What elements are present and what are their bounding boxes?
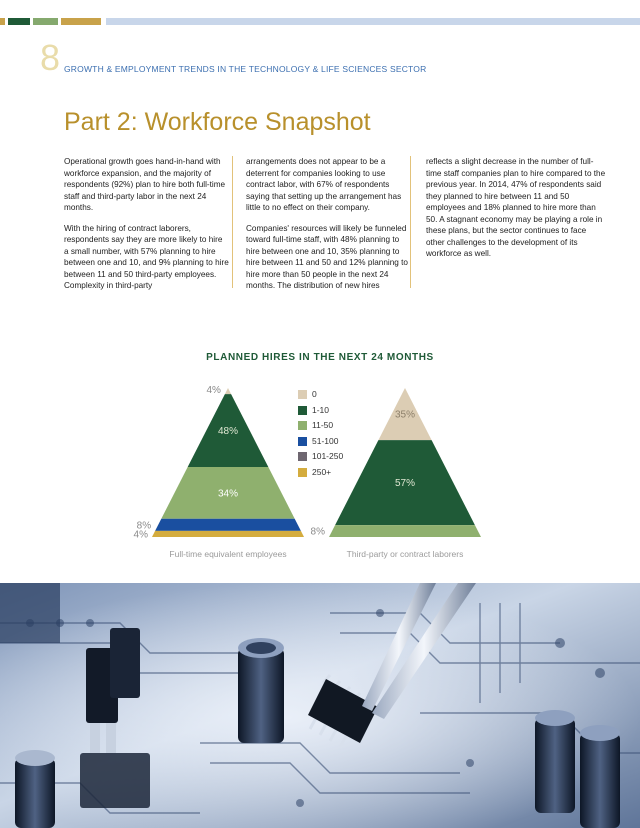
top-color-bar xyxy=(0,18,640,25)
data-label: 8% xyxy=(310,526,325,538)
data-label: 34% xyxy=(217,488,239,500)
legend-swatch xyxy=(298,390,307,399)
circuit-board-photo xyxy=(0,583,640,828)
pyramid-segment xyxy=(152,531,304,537)
legend-swatch xyxy=(298,406,307,415)
legend-swatch xyxy=(298,468,307,477)
bar-segment-1 xyxy=(0,18,5,25)
pyramid-segment xyxy=(225,388,231,394)
legend-label: 1-10 xyxy=(312,404,330,415)
data-label: 8% xyxy=(136,520,152,532)
column-divider xyxy=(410,156,411,288)
section-title: GROWTH & EMPLOYMENT TRENDS IN THE TECHNOLOGY & LIFE SCIENCES SECTOR xyxy=(64,64,427,74)
paragraph: reflects a slight decrease in the number of full-time staff companies plan to hire compared to the previous year. In 2014, 47% of respondents said they planned to hire between 11 and 50 employees and 18% planned to hire more than 50. A stagnant economy may be playing a role in these plans, but the sector continues to face other challenges to the development of its workforce as well. xyxy=(426,157,606,258)
pyramid xyxy=(311,388,481,559)
text-column-3 xyxy=(426,156,606,269)
bar-segment-3 xyxy=(33,18,58,25)
paragraph: arrangements does not appear to be a deterrent for companies looking to use contract labor, with 67% of respondents saying that setting up the arrangement has little to no effect on their company. xyxy=(246,157,402,212)
paragraph: Operational growth goes hand-in-hand with workforce expansion, and the majority of respondents (92%) plan to hire both full-time staff and third-party labor in the next 24 months. xyxy=(64,157,226,212)
text-column-2 xyxy=(246,156,411,301)
pyramid-segment xyxy=(155,519,301,531)
pyramid-segment xyxy=(329,525,481,537)
page-number: 8 xyxy=(40,37,61,78)
data-label: 4% xyxy=(206,385,221,397)
legend-label: 51-100 xyxy=(312,435,339,446)
chart-title: PLANNED HIRES IN THE NEXT 24 MONTHS xyxy=(206,352,434,363)
bar-segment-5 xyxy=(106,18,640,25)
data-label: 4% xyxy=(133,529,148,541)
paragraph: With the hiring of contract laborers, respondents say they are more likely to hire a small number, with 57% planning to hire between one and 10, and 9% planning to hire between 11 and 50 third-party employees. Complexity in third-party xyxy=(64,223,229,290)
data-label: 35% xyxy=(394,409,416,421)
pyramid-caption: Full-time equivalent employees xyxy=(169,549,287,559)
bar-segment-2 xyxy=(8,18,30,25)
bar-segment-4 xyxy=(61,18,101,25)
page-title: Part 2: Workforce Snapshot xyxy=(64,108,371,136)
legend-label: 101-250 xyxy=(312,451,344,461)
legend-label: 11-50 xyxy=(312,420,334,430)
data-label: 57% xyxy=(394,478,416,490)
legend-label: 250+ xyxy=(312,466,332,477)
data-label: 48% xyxy=(217,426,239,438)
legend-swatch xyxy=(298,452,307,461)
legend-label: 0 xyxy=(312,389,317,399)
column-divider xyxy=(232,156,233,288)
legend-swatch xyxy=(298,437,307,446)
pyramid xyxy=(134,385,304,559)
pyramid-caption: Third-party or contract laborers xyxy=(346,549,464,559)
text-column-1 xyxy=(64,156,229,301)
paragraph: Companies' resources will likely be funneled toward full-time staff, with 48% planning to hire between one and 10, 35% planning to hire between 11 and 50 and 12% planning to hire more than 50 people in the next 24 months. The distribution of new hires xyxy=(246,223,408,290)
legend-swatch xyxy=(298,421,307,430)
